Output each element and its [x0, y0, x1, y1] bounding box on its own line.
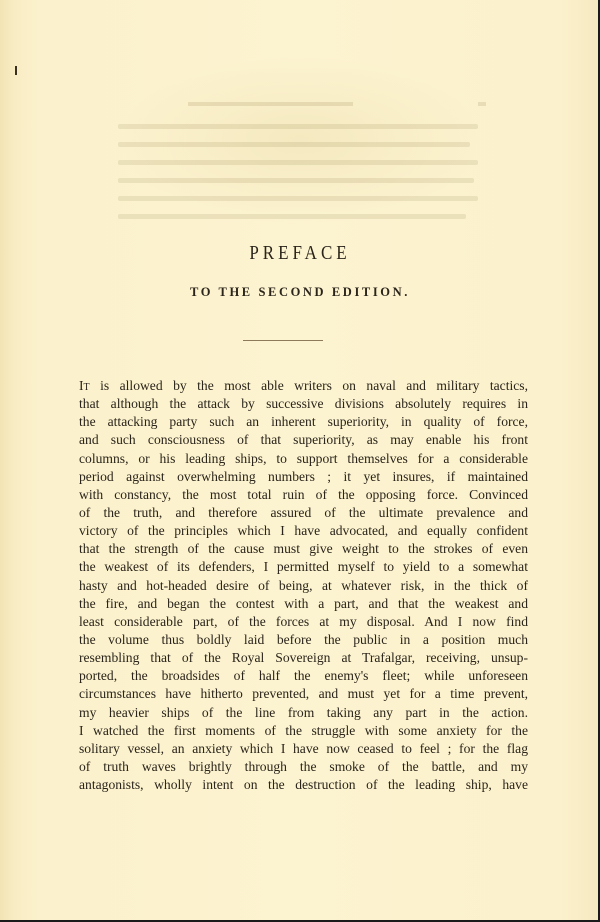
- text-line: period against overwhelming numbers ; it yet insures, if maintained: [79, 468, 528, 484]
- text-line: that the strength of the cause must give weight to the strokes of even: [79, 541, 528, 557]
- text-line: the volume thus boldly laid before the public in a position much: [79, 631, 528, 647]
- title-rule-divider: [243, 340, 323, 341]
- text-line: least considerable part, of the forces at my disposal. And I now find: [79, 613, 528, 629]
- text-line: hasty and hot-headed desire of being, at whatever risk, in the thick of: [79, 577, 528, 593]
- text-line: the weakest of its defenders, I permitted myself to yield to a somewhat: [79, 559, 528, 575]
- text-line: of the truth, and therefore assured of the ultimate prevalence and: [79, 504, 528, 520]
- preface-body: [79, 377, 528, 794]
- text-line: resembling that of the Royal Sovereign at Trafalgar, receiving, unsup-: [79, 650, 528, 666]
- bleed-line: [118, 160, 478, 165]
- bleed-line: [118, 178, 474, 183]
- page-subtitle: TO THE SECOND EDITION.: [190, 285, 410, 299]
- bleed-line: [118, 214, 466, 219]
- text-line: the fire, and began the contest with a part, and that the weakest and: [79, 595, 528, 611]
- bleed-line: [118, 196, 478, 201]
- text-line: the attacking party such an inherent superiority, in quality of force,: [79, 414, 528, 430]
- text-line: of truth waves brightly through the smoke of the battle, and my: [79, 758, 528, 774]
- text-line: solitary vessel, an anxiety which I have now ceased to feel ; for the flag: [79, 740, 528, 756]
- text-line: ported, the broadsides of half the enemy's fleet; while unforeseen: [79, 668, 528, 684]
- text-line: columns, or his leading ships, to support themselves for a considerable: [79, 450, 528, 466]
- text-line: my heavier ships of the line from taking any part in the action.: [79, 704, 528, 720]
- text-line: antagonists, wholly intent on the destruction of the leading ship, have: [79, 777, 528, 793]
- text-line: [79, 377, 528, 395]
- bleed-page-number: [478, 102, 486, 106]
- page-title: PREFACE: [249, 241, 351, 264]
- text-line: victory of the principles which I have advocated, and equally confident: [79, 523, 528, 539]
- text-line: and such consciousness of that superiority, as may enable his front: [79, 432, 528, 448]
- text-fragment: is allowed by the most able writers on naval and military tactics,: [89, 378, 528, 393]
- text-line: I watched the first moments of the struggle with some anxiety for the: [79, 722, 528, 738]
- drop-word: It: [79, 378, 90, 393]
- text-line: with constancy, the most total ruin of the opposing force. Convinced: [79, 486, 528, 502]
- bleed-running-head: [188, 102, 353, 106]
- bleed-line: [118, 142, 470, 147]
- show-through-bleed: [118, 102, 478, 242]
- text-line: that although the attack by successive divisions absolutely requires in: [79, 396, 528, 412]
- bleed-line: [118, 124, 478, 129]
- margin-mark: [15, 66, 17, 75]
- text-line: circumstances have hitherto prevented, and must yet for a time prevent,: [79, 686, 528, 702]
